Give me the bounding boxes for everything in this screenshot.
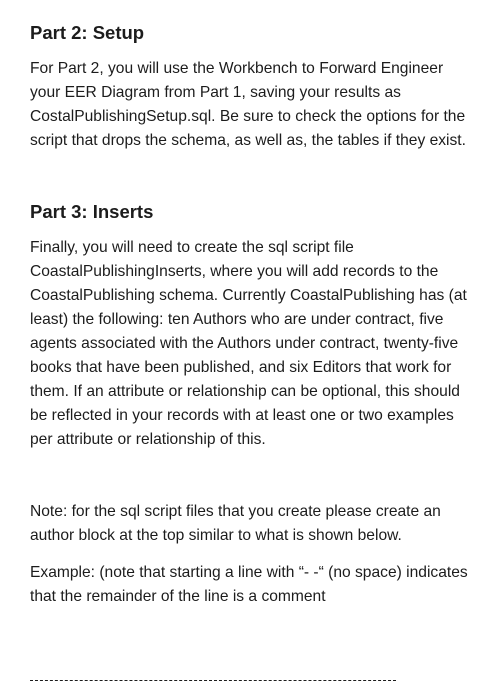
part2-paragraph: For Part 2, you will use the Workbench to Forward Engineer your EER Diagram from Part 1, saving your results as CostalPublishingSetup.sql. Be sure to check the options for the script that drops the schema, as well as, the tables if they exist. — [30, 60, 466, 149]
comment-dashed-line — [30, 680, 396, 681]
example-paragraph: Example: (note that starting a line with “- -“ (no space) indicates that the remainder of the line is a comment — [30, 564, 468, 605]
part3-heading: Part 3: Inserts — [30, 201, 154, 222]
note-paragraph: Note: for the sql script files that you create please create an author block at the top similar to what is shown below. — [30, 503, 441, 544]
part3-paragraph: Finally, you will need to create the sql script file CoastalPublishingInserts, where you will add records to the CoastalPublishing schema. Currently CoastalPublishing has (at least) the following: ten Authors who are under contract, five agents associated with the Authors under contract, twenty-five books that have been published, and six Editors that work for them. If an attribute or relationship can be optional, this should be reflected in your records with at least one or two examples per attribute or relationship of this. — [30, 239, 467, 448]
part2-heading: Part 2: Setup — [30, 22, 145, 43]
